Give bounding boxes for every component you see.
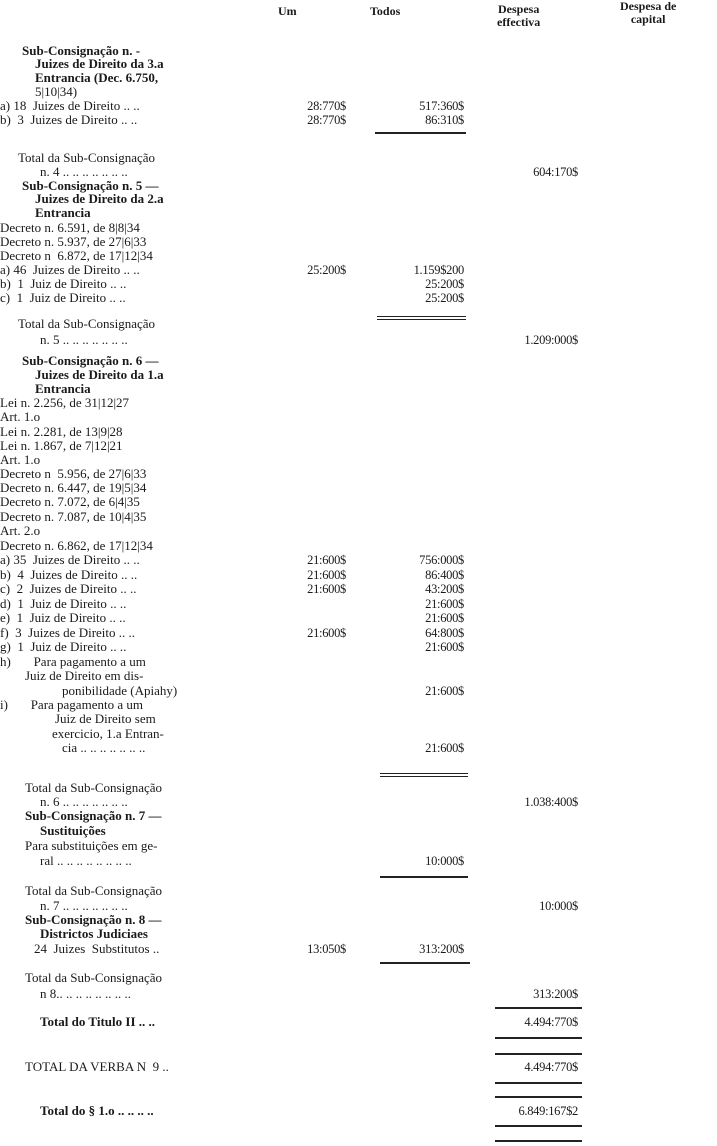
row-label: i) Para pagamento a um: [0, 697, 143, 712]
row-label: c) 1 Juiz de Direito .. ..: [0, 290, 126, 305]
row-label: b) 1 Juiz de Direito .. ..: [0, 276, 127, 291]
row-label: exercicio, 1.a Entran-: [52, 726, 164, 741]
table-row: [0, 626, 717, 640]
row-label: Decreto n. 7.087, de 10|4|35: [0, 509, 147, 524]
row-label: Entrancia (Dec. 6.750,: [35, 70, 159, 85]
row-label: a) 18 Juizes de Direito .. ..: [0, 98, 140, 113]
row-label: f) 3 Juizes de Direito .. ..: [0, 625, 136, 640]
table-row: [0, 539, 717, 553]
table-row: [0, 913, 717, 927]
despesa-effectiva-value: 1.038:400$: [524, 795, 578, 809]
todos-value: 756:000$: [419, 553, 464, 567]
todos-value: 21:600$: [425, 741, 464, 755]
table-row: [0, 481, 717, 495]
table-row: [0, 971, 717, 985]
sum-rule: [495, 1053, 582, 1055]
column-header-despesa-effectiva: [497, 3, 540, 29]
todos-value: 21:600$: [425, 611, 464, 625]
row-label: Total do Titulo II .. ..: [40, 1014, 156, 1029]
row-label: ral .. .. .. .. .. .. .. ..: [40, 853, 132, 868]
table-row: [0, 425, 717, 439]
row-label: g) 1 Juiz de Direito .. ..: [0, 639, 127, 654]
sum-rule: [380, 876, 468, 878]
table-row: [0, 510, 717, 524]
table-row: [0, 206, 717, 220]
table-row: [0, 611, 717, 625]
row-label: Para substituições em ge-: [25, 838, 158, 853]
row-label: n. 4 .. .. .. .. .. .. ..: [40, 164, 128, 179]
row-label: 5|10|34): [35, 84, 78, 99]
despesa-effectiva-value: 4.494:770$: [524, 1015, 578, 1029]
table-row: [0, 824, 717, 838]
table-row: [0, 235, 717, 249]
todos-value: 10:000$: [425, 854, 464, 868]
header-line: Despesa de: [620, 0, 677, 13]
table-row: [0, 884, 717, 898]
table-row: [0, 354, 717, 368]
table-row: [0, 597, 717, 611]
table-row: [0, 582, 717, 596]
table-row: [0, 453, 717, 467]
column-header-um: Um: [278, 4, 297, 18]
despesa-effectiva-value: 1.209:000$: [524, 333, 578, 347]
row-label: Decreto n. 5.937, de 27|6|33: [0, 234, 147, 249]
sum-rule: [495, 1140, 582, 1142]
table-row: [0, 669, 717, 683]
row-label: cia .. .. .. .. .. .. ..: [62, 740, 146, 755]
sum-rule: [495, 1082, 582, 1084]
table-row: [0, 249, 717, 263]
table-row: [0, 1104, 717, 1118]
row-label: n 8.. .. .. .. .. .. .. ..: [40, 986, 131, 1001]
todos-value: 25:200$: [425, 277, 464, 291]
table-row: [0, 854, 717, 868]
table-row: [0, 524, 717, 538]
table-row: [0, 192, 717, 206]
row-label: Total da Sub-Consignação: [25, 970, 163, 985]
row-label: 24 Juizes Substitutos ..: [34, 941, 160, 956]
row-label: Total da Sub-Consignação: [18, 316, 156, 331]
table-row: [0, 396, 717, 410]
row-label: b) 3 Juizes de Direito .. ..: [0, 112, 138, 127]
table-row: [0, 655, 717, 669]
row-label: Decreto n. 6.862, de 17|12|34: [0, 538, 153, 553]
um-value: 28:770$: [307, 99, 346, 113]
table-row: [0, 698, 717, 712]
table-row: [0, 741, 717, 755]
um-value: 21:600$: [307, 582, 346, 596]
sum-rule: [495, 1037, 582, 1039]
row-label: a) 46 Juizes de Direito .. ..: [0, 262, 140, 277]
table-row: [0, 410, 717, 424]
table-row: [0, 781, 717, 795]
um-value: 25:200$: [307, 263, 346, 277]
table-row: [0, 333, 717, 347]
table-row: [0, 568, 717, 582]
table-row: [0, 165, 717, 179]
todos-value: 86:310$: [425, 113, 464, 127]
table-row: [0, 291, 717, 305]
table-row: [0, 712, 717, 726]
table-row: [0, 899, 717, 913]
table-row: [0, 1060, 717, 1074]
table-row: [0, 553, 717, 567]
row-label: h) Para pagamento a um: [0, 654, 146, 669]
row-label: ponibilidade (Apiahy): [62, 683, 178, 698]
row-label: Juizes de Direito da 1.a: [35, 367, 164, 382]
um-value: 13:050$: [307, 942, 346, 956]
header-line: Despesa: [497, 2, 540, 16]
despesa-effectiva-value: 604:170$: [533, 165, 578, 179]
despesa-effectiva-value: 313:200$: [533, 987, 578, 1001]
row-label: Juizes de Direito da 3.a: [35, 56, 164, 71]
sum-rule: [377, 316, 466, 317]
row-label: Districtos Judiciaes: [40, 926, 148, 941]
table-row: [0, 1015, 717, 1029]
row-label: Lei n. 2.256, de 31|12|27: [0, 395, 130, 410]
table-row: [0, 942, 717, 956]
sum-rule: [495, 1007, 582, 1009]
table-row: [0, 927, 717, 941]
header-line: capital: [630, 12, 666, 26]
table-row: [0, 57, 717, 71]
table-row: [0, 439, 717, 453]
row-label: Sub-Consignação n. 6 —: [22, 353, 159, 368]
row-label: d) 1 Juiz de Direito .. ..: [0, 596, 127, 611]
todos-value: 1.159$200: [413, 263, 464, 277]
table-row: [0, 795, 717, 809]
row-label: n. 5 .. .. .. .. .. .. ..: [40, 332, 128, 347]
row-label: Sustituições: [40, 823, 106, 838]
row-label: Art. 1.o: [0, 452, 41, 467]
table-row: [0, 727, 717, 741]
row-label: a) 35 Juizes de Direito .. ..: [0, 552, 140, 567]
table-row: [0, 151, 717, 165]
todos-value: 21:600$: [425, 640, 464, 654]
table-row: [0, 99, 717, 113]
sum-rule: [380, 773, 468, 774]
row-label: Total da Sub-Consignação: [18, 150, 156, 165]
table-row: [0, 368, 717, 382]
row-label: Sub-Consignação n. 7 —: [25, 808, 162, 823]
table-row: [0, 71, 717, 85]
table-row: [0, 640, 717, 654]
todos-value: 313:200$: [419, 942, 464, 956]
table-row: [0, 382, 717, 396]
row-label: Juiz de Direito sem: [55, 711, 156, 726]
row-label: TOTAL DA VERBA N 9 ..: [25, 1059, 169, 1074]
todos-value: 21:600$: [425, 684, 464, 698]
um-value: 28:770$: [307, 113, 346, 127]
row-label: Sub-Consignação n. -: [22, 43, 141, 58]
row-label: Art. 2.o: [0, 523, 41, 538]
todos-value: 86:400$: [425, 568, 464, 582]
row-label: Decreto n 5.956, de 27|6|33: [0, 466, 147, 481]
table-row: [0, 85, 717, 99]
row-label: Lei n. 2.281, de 13|9|28: [0, 424, 123, 439]
row-label: Sub-Consignação n. 8 —: [25, 912, 162, 927]
sum-rule: [380, 962, 470, 964]
row-label: Decreto n 6.872, de 17|12|34: [0, 248, 153, 263]
table-row: [0, 113, 717, 127]
um-value: 21:600$: [307, 626, 346, 640]
row-label: Juiz de Direito em dis-: [25, 668, 144, 683]
despesa-effectiva-value: 6.849:167$2: [518, 1104, 578, 1118]
table-row: [0, 277, 717, 291]
row-label: Juizes de Direito da 2.a: [35, 191, 164, 206]
row-label: Total da Sub-Consignação: [25, 780, 163, 795]
sum-rule: [495, 1125, 582, 1127]
row-label: b) 4 Juizes de Direito .. ..: [0, 567, 138, 582]
row-label: Total do § 1.o .. .. .. ..: [40, 1103, 154, 1118]
table-row: [0, 987, 717, 1001]
table-row: [0, 467, 717, 481]
table-row: [0, 809, 717, 823]
table-row: [0, 263, 717, 277]
table-row: [0, 839, 717, 853]
despesa-effectiva-value: 10:000$: [539, 899, 578, 913]
row-label: c) 2 Juizes de Direito .. ..: [0, 581, 137, 596]
row-label: Decreto n. 7.072, de 6|4|35: [0, 494, 140, 509]
row-label: Art. 1.o: [0, 409, 41, 424]
um-value: 21:600$: [307, 568, 346, 582]
row-label: Sub-Consignação n. 5 —: [22, 178, 159, 193]
todos-value: 43:200$: [425, 582, 464, 596]
todos-value: 25:200$: [425, 291, 464, 305]
column-header-todos: Todos: [370, 4, 401, 18]
row-label: Decreto n. 6.447, de 19|5|34: [0, 480, 147, 495]
row-label: Lei n. 1.867, de 7|12|21: [0, 438, 123, 453]
todos-value: 64:800$: [425, 626, 464, 640]
um-value: 21:600$: [307, 553, 346, 567]
sum-rule: [495, 1096, 582, 1098]
row-label: Entrancia: [35, 205, 91, 220]
todos-value: 21:600$: [425, 597, 464, 611]
table-row: [0, 495, 717, 509]
despesa-effectiva-value: 4.494:770$: [524, 1060, 578, 1074]
row-label: Total da Sub-Consignação: [25, 883, 163, 898]
row-label: Entrancia: [35, 381, 91, 396]
header-line: effectiva: [497, 15, 541, 29]
row-label: n. 7 .. .. .. .. .. .. ..: [40, 898, 128, 913]
table-row: [0, 684, 717, 698]
column-header-despesa-capital: [620, 0, 676, 26]
row-label: e) 1 Juiz de Direito .. ..: [0, 610, 126, 625]
todos-value: 517:360$: [419, 99, 464, 113]
table-row: [0, 317, 717, 331]
sum-rule: [375, 132, 466, 134]
row-label: Decreto n. 6.591, de 8|8|34: [0, 220, 140, 235]
table-row: [0, 221, 717, 235]
row-label: n. 6 .. .. .. .. .. .. ..: [40, 794, 128, 809]
